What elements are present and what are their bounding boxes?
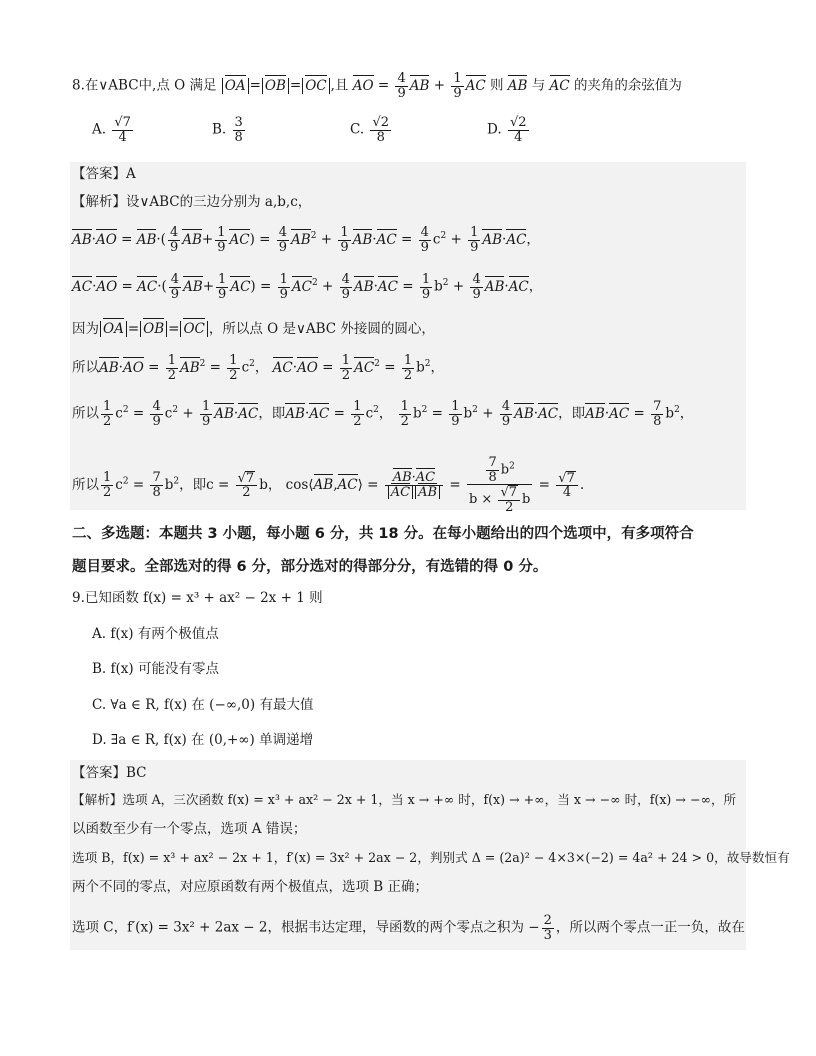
section-heading-line-2: 题目要求。全部选对的得 6 分，部分选对的得部分分，有选错的得 0 分。 <box>72 559 548 575</box>
q8-analysis-line-3: AC·AO = AC·( $\frac{4}{9}$ AB+ $\frac{1}{9}$ AC) = $\frac{1}{9}$ $AC^2$ + $\frac{4}{9}$ AB·AC = $\frac{1}{9}$ $b^2$ + $\frac{4}{9}$ AB·AC， <box>72 272 543 302</box>
q8-stem-part: 的夹角的余弦值为 <box>573 77 682 94</box>
q9-analysis-line-2: 以函数至少有一个零点，选项 A 错误； <box>72 821 307 837</box>
q8-analysis-line-4: 因为 OA = OB = OC ，所以点 O 是∨ABC 外接圆的圆心， <box>72 321 435 337</box>
q8-analysis-line-2: AB·AO = AB·( $\frac{4}{9}$ AB+ $\frac{1}{9}$ AC) = $\frac{4}{9}$ $AB^2$ + $\frac{1}{9}$ AB·AC = $\frac{4}{9}$ $c^2$ + $\frac{1}{9}$ AB·AC， <box>72 225 540 255</box>
q8-analysis-line-6: 所以 $\frac{1}{2}$ $c^2$ = $\frac{4}{9}$ $c^2$ + $\frac{1}{9}$ AB·AC，即AB·AC = $\frac{1}{2}$ $c^2$， $\frac{1}{2}$ $b^2$ = $\frac{1}{9}$ $b^2$ + $\frac{4}{9}$ AB·AC，即AB·AC = $\frac{7}{8}$ $b^2$， <box>72 399 694 429</box>
q9-stem: 9.已知函数 f(x) = x³ + ax² − 2x + 1 则 <box>72 590 323 606</box>
q8-analysis-line-5: 所以AB·AO = $\frac{1}{2}$ $AB^2$ = $\frac{1}{2}$ $c^2$， AC·AO = $\frac{1}{2}$ $AC^2$ = $\frac{1}{2}$ $b^2$， <box>72 353 444 383</box>
q9-option-c: C. ∀a ∈ R, f(x) 在 (−∞,0) 有最大值 <box>92 697 314 713</box>
q8-answer: 【答案】A <box>72 166 136 182</box>
q8-stem-part: ,且 <box>330 77 349 94</box>
q8-stem-part: 与 <box>531 77 546 94</box>
q8-stem-part: 则 <box>489 77 504 94</box>
q9-option-a: A. f(x) 有两个极值点 <box>92 626 219 642</box>
q8-analysis-line-1: 【解析】设∨ABC的三边分别为 a,b,c， <box>72 194 312 210</box>
q9-analysis-line-4: 两个不同的零点，对应原函数有两个极值点，选项 B 正确； <box>72 879 429 895</box>
q9-analysis-line-3: 选项 B，f(x) = x³ + ax² − 2x + 1，f′(x) = 3x² + 2ax − 2，判别式 Δ = (2a)² − 4×3×(−2) = 4a² + 24 > 0，故导数恒有 <box>72 850 790 865</box>
q9-analysis-line-5: 选项 C，f′(x) = 3x² + 2ax − 2，根据韦达定理，导函数的两个零点之积为 − $\frac{2}{3}$ ，所以两个零点一正一负，故在 <box>72 913 745 943</box>
section-heading-line-1: 二、多选题：本题共 3 小题，每小题 6 分，共 18 分。在每小题给出的四个选项中，有多项符合 <box>72 526 694 542</box>
q8-stem: 8.在∨ABC中,点 O 满足 OA = OB = OC ,且 AO = $\frac{4}{9}$ AB + $\frac{1}{9}$ AC 则 AB 与 AC 的夹角的余弦值为 <box>72 71 682 101</box>
q9-answer: 【答案】BC <box>72 765 147 781</box>
q9-option-b: B. f(x) 可能没有零点 <box>92 661 219 677</box>
q9-analysis-line-1: 【解析】选项 A，三次函数 f(x) = x³ + ax² − 2x + 1，当 x → +∞ 时，f(x) → +∞，当 x → −∞ 时，f(x) → −∞，所 <box>72 792 737 807</box>
q8-stem-part: 在∨ABC中,点 O 满足 <box>84 77 217 94</box>
q8-option-c: C. $\frac{√2}{8}$ <box>350 115 389 145</box>
q8-option-a: A. $\frac{√7}{4}$ <box>92 115 131 145</box>
q8-number: 8. <box>72 77 85 94</box>
q8-option-d: D. $\frac{√2}{4}$ <box>487 115 527 145</box>
q8-option-b: B. $\frac{3}{8}$ <box>212 115 243 145</box>
q9-option-d: D. ∃a ∈ R, f(x) 在 (0,+∞) 单调递增 <box>92 732 314 748</box>
q8-analysis-line-7: 所以 $\frac{1}{2}$ $c^2$ = $\frac{7}{8}$ $b^2$，即c = $\frac{√7}{2}$ b， cos⟨AB,AC⟩ = $\frac{AB\cdot AC}{\text{AC AB}}$ = $\frac{7}{8}$ $b^2$ b × $\frac{√7}{2}$ b = $\frac{√7}{4}$ . <box>72 455 585 515</box>
